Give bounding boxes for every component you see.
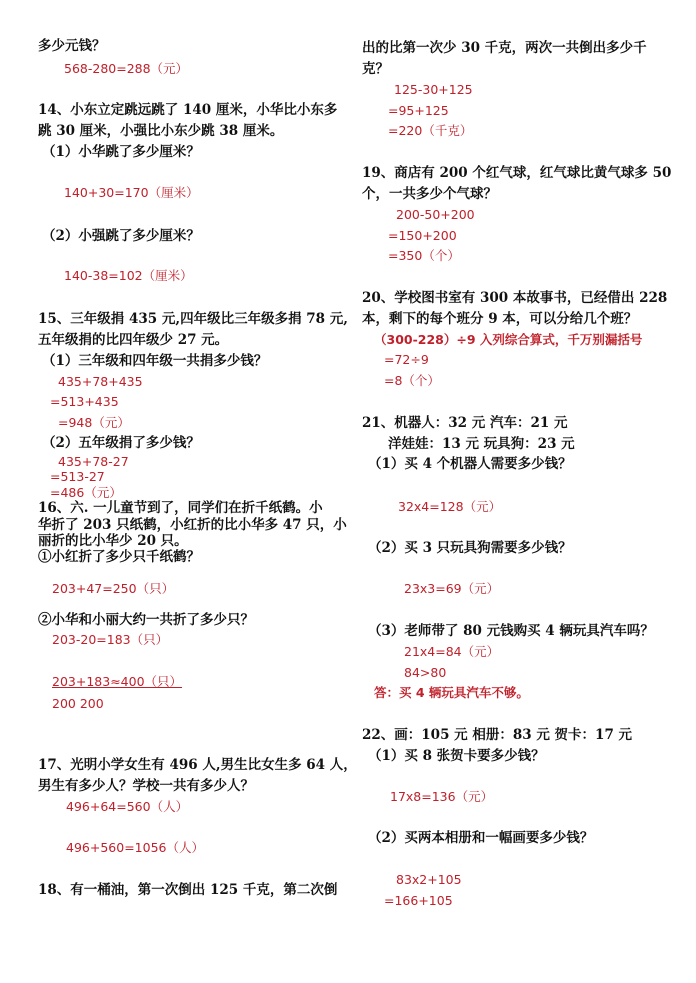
answer-line: 568-280=288（元）	[64, 61, 189, 76]
answer-line: =486（元）	[50, 485, 122, 500]
question-line: 克？	[362, 61, 389, 77]
answer-line: 125-30+125	[394, 82, 473, 97]
answer-line: 140+30=170（厘米）	[64, 185, 199, 200]
answer-line: =350（个）	[388, 248, 460, 263]
question-line: 本，剩下的每个班分 9 本，可以分给几个班？	[362, 311, 638, 327]
question-line: 男生有多少人？学校一共有多少人？	[38, 778, 254, 794]
question-line: （2）买两本相册和一幅画要多少钱？	[368, 830, 594, 846]
question-line: （1）买 4 个机器人需要多少钱？	[368, 456, 572, 472]
question-line: 个，一共多少个气球？	[362, 186, 497, 202]
question-line: （2）五年级捐了多少钱？	[42, 435, 200, 451]
answer-line: 203-20=183（只）	[52, 632, 169, 647]
question-line: （2）买 3 只玩具狗需要多少钱？	[368, 540, 572, 556]
answer-line: 83x2+105	[396, 872, 462, 887]
answer-line: 496+560=1056（人）	[66, 840, 204, 855]
answer-line: =8（个）	[384, 373, 440, 388]
question-line: 洋娃娃：13 元 玩具狗：23 元	[388, 436, 575, 452]
question-line: 16、六. 一儿童节到了，同学们在折千纸鹤。小	[38, 500, 323, 516]
answer-line: 32x4=128（元）	[398, 499, 502, 514]
question-line: （3）老师带了 80 元钱购买 4 辆玩具汽车吗？	[368, 623, 654, 639]
answer-line: 203+183≈400（只）	[52, 674, 183, 689]
question-line: 17、光明小学女生有 496 人,男生比女生多 64 人，	[38, 757, 357, 773]
question-line: 出的比第一次少 30 千克，两次一共倒出多少千	[362, 40, 647, 56]
answer-line: 496+64=560（人）	[66, 799, 189, 814]
answer-line: =513-27	[50, 469, 105, 484]
question-line: 18、有一桶油，第一次倒出 125 千克，第二次倒	[38, 882, 338, 898]
answer-line: 200 200	[52, 696, 104, 711]
question-line: 15、三年级捐 435 元,四年级比三年级多捐 78 元,	[38, 311, 348, 327]
question-line: 22、画：105 元 相册：83 元 贺卡：17 元	[362, 727, 633, 743]
answer-line: =220（千克）	[388, 123, 473, 138]
question-line: 20、学校图书室有 300 本故事书，已经借出 228	[362, 290, 668, 306]
answer-line: 17x8=136（元）	[390, 789, 494, 804]
answer-line: 答：买 4 辆玩具汽车不够。	[374, 685, 529, 700]
question-line: 21、机器人：32 元 汽车：21 元	[362, 415, 568, 431]
answer-line: 200-50+200	[396, 207, 475, 222]
answer-line: 435+78-27	[58, 454, 129, 469]
answer-line: 84>80	[404, 665, 447, 680]
answer-line: =150+200	[388, 228, 457, 243]
answer-line: =72÷9	[384, 352, 429, 367]
question-line: 19、商店有 200 个红气球，红气球比黄气球多 50	[362, 165, 672, 181]
answer-line: 23x3=69（元）	[404, 581, 500, 596]
answer-line: =95+125	[388, 103, 449, 118]
question-line: （1）三年级和四年级一共捐多少钱？	[42, 353, 268, 369]
answer-line: =948（元）	[58, 415, 130, 430]
answer-line: =166+105	[384, 893, 453, 908]
answer-line: （300-228）÷9 入列综合算式，千万别漏括号	[374, 332, 643, 347]
question-line: 多少元钱？	[38, 38, 106, 54]
question-line: （1）小华跳了多少厘米？	[42, 144, 200, 160]
question-line: 华折了 203 只纸鹤，小红折的比小华多 47 只，小	[38, 517, 347, 533]
answer-line: =513+435	[50, 394, 119, 409]
question-line: （1）买 8 张贺卡要多少钱？	[368, 748, 545, 764]
question-line: 丽折的比小华少 20 只。	[38, 533, 188, 549]
question-line: ①小红折了多少只千纸鹤？	[38, 549, 200, 565]
answer-line: 140-38=102（厘米）	[64, 268, 193, 283]
answer-line: 435+78+435	[58, 374, 143, 389]
answer-line: 203+47=250（只）	[52, 581, 175, 596]
question-line: 14、小东立定跳远跳了 140 厘米，小华比小东多	[38, 102, 338, 118]
question-line: 五年级捐的比四年级少 27 元。	[38, 332, 229, 348]
question-line: 跳 30 厘米，小强比小东少跳 38 厘米。	[38, 123, 284, 139]
question-line: （2）小强跳了多少厘米？	[42, 228, 200, 244]
answer-line: 21x4=84（元）	[404, 644, 500, 659]
question-line: ②小华和小丽大约一共折了多少只？	[38, 612, 254, 628]
